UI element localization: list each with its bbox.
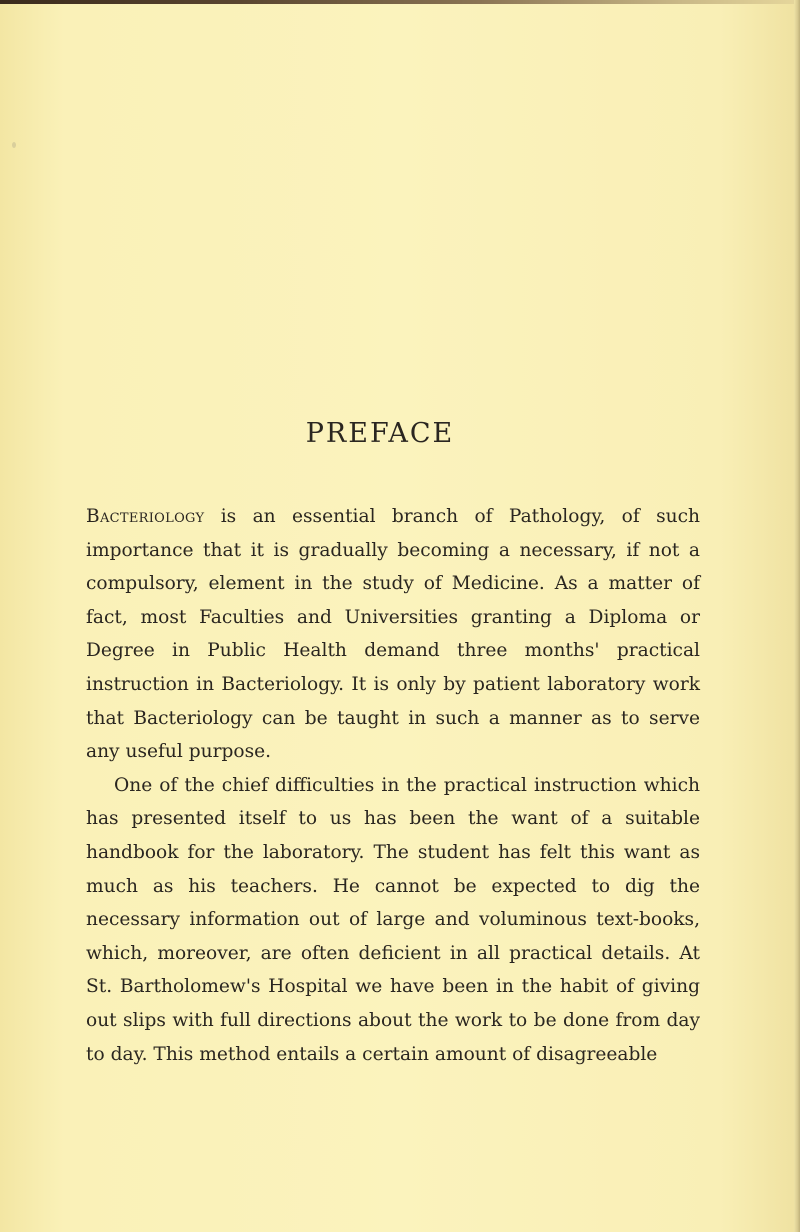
opening-word: Bacteriology bbox=[86, 506, 205, 527]
page-right-edge bbox=[794, 0, 800, 1232]
page-top-edge bbox=[0, 0, 800, 4]
paragraph-2: One of the chief difficulties in the practical instruction which has presented itself to us has been the want of a suitable handbook for the laboratory. The student has felt this want as much as his teachers. He cannot be expected to dig the necessary information out of large and voluminous text-books, which, moreover, are often deficient in all practical details. At St. Bartholomew's Hospital we have been in the habit of giving out slips with full directions about the work to be done from day to day. This method entails a certain amount of disagreeable bbox=[86, 774, 700, 1065]
preface-body bbox=[86, 500, 700, 1071]
paper-blemish bbox=[12, 142, 16, 148]
paragraph-1-text: is an essential branch of Pathology, of such importance that it is gradually becoming a necessary, if not a compulsory, element in the study of Medicine. As a matter of fact, most Faculties and Universities granting a Diploma or Degree in Public Health demand three months' practical instruction in Bacteriology. It is only by patient laboratory work that Bacteriology can be taught in such a manner as to serve any useful purpose. bbox=[86, 506, 700, 763]
page-title: PREFACE bbox=[305, 418, 455, 449]
paragraph-1 bbox=[86, 500, 700, 769]
